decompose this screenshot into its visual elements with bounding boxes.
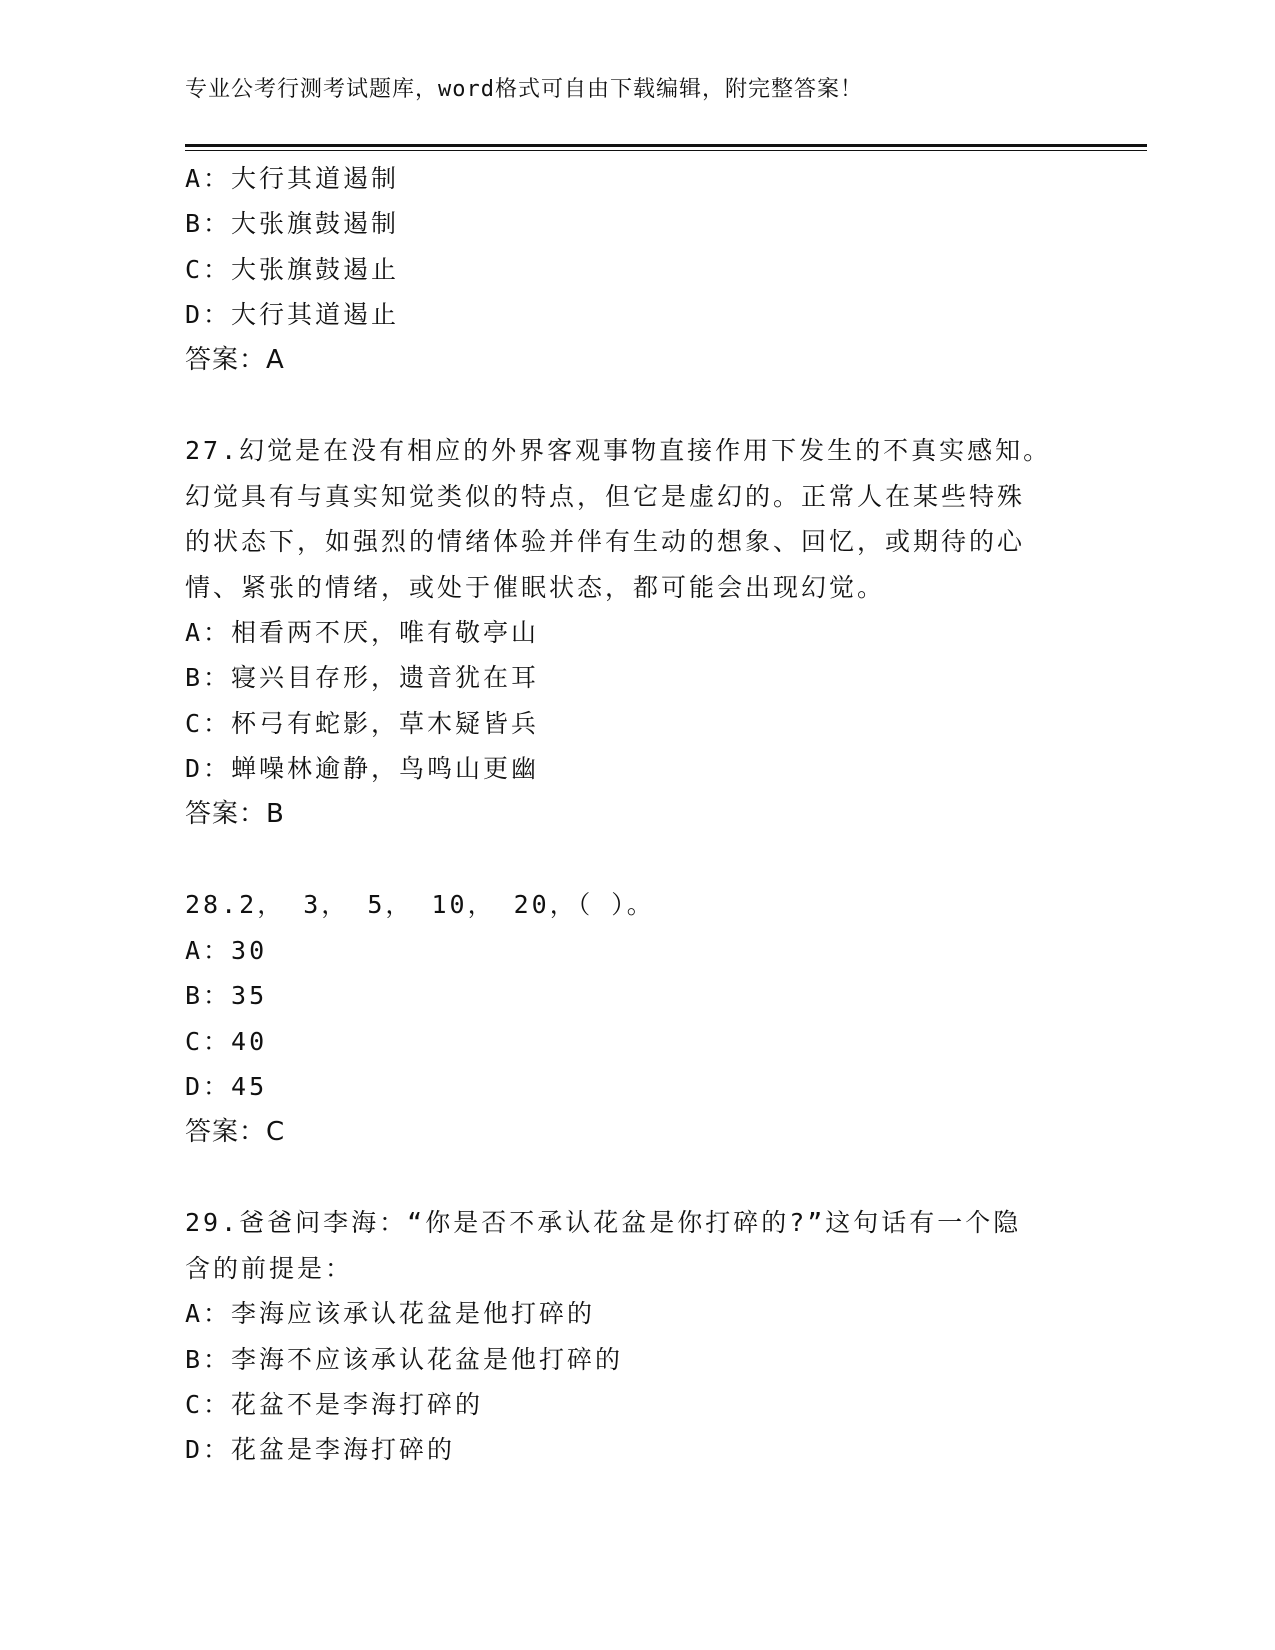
question-29 [185, 1200, 1085, 1472]
option-b: B：大张旗鼓遏制 [185, 209, 400, 239]
option-b: B：李海不应该承认花盆是他打碎的 [185, 1344, 624, 1374]
option-d: D：花盆是李海打碎的 [185, 1435, 456, 1465]
spacer [185, 383, 1085, 428]
question-stem-line: 含的前提是： [185, 1253, 354, 1283]
option-c: C：花盆不是李海打碎的 [185, 1389, 484, 1419]
option-a: A：大行其道遏制 [185, 164, 400, 193]
option-c: C：大张旗鼓遏止 [185, 254, 400, 284]
question-26 [185, 156, 1085, 383]
header-rule-thin [185, 150, 1147, 151]
question-27 [185, 428, 1085, 837]
header-rule-thick [185, 144, 1147, 147]
question-stem-line: 的状态下，如强烈的情绪体验并伴有生动的想象、回忆，或期待的心 [185, 527, 1026, 557]
question-stem-line: 情、紧张的情绪，或处于催眠状态，都可能会出现幻觉。 [185, 572, 886, 602]
option-b: B：35 [185, 981, 268, 1011]
question-stem-line: 27.幻觉是在没有相应的外界客观事物直接作用下发生的不真实感知。 [185, 436, 1052, 466]
spacer [185, 1155, 1085, 1200]
question-stem-line: 幻觉具有与真实知觉类似的特点，但它是虚幻的。正常人在某些特殊 [185, 481, 1026, 511]
answer-27: 答案：B [185, 798, 285, 829]
question-list [185, 156, 1085, 1473]
option-d: D：蝉噪林逾静，鸟鸣山更幽 [185, 754, 540, 784]
option-d: D：大行其道遏止 [185, 300, 400, 330]
option-d: D：45 [185, 1072, 268, 1102]
option-a: A：李海应该承认花盆是他打碎的 [185, 1299, 596, 1329]
option-a: A：30 [185, 935, 268, 965]
question-stem-line: 28.2， 3， 5， 10， 20，（ ）。 [185, 890, 655, 920]
option-a: A：相看两不厌，唯有敬亭山 [185, 618, 540, 648]
answer-28: 答案：C [185, 1116, 286, 1147]
answer-26: 答案：A [185, 344, 285, 375]
spacer [185, 837, 1085, 882]
option-c: C：40 [185, 1026, 268, 1056]
question-28 [185, 882, 1085, 1154]
option-b: B：寝兴目存形，遗音犹在耳 [185, 663, 540, 693]
page-header: 专业公考行测考试题库，word格式可自由下载编辑，附完整答案！ [185, 77, 863, 102]
question-stem-line: 29.爸爸问李海：“你是否不承认花盆是你打碎的?”这句话有一个隐 [185, 1208, 1022, 1238]
option-c: C：杯弓有蛇影，草木疑皆兵 [185, 708, 540, 738]
